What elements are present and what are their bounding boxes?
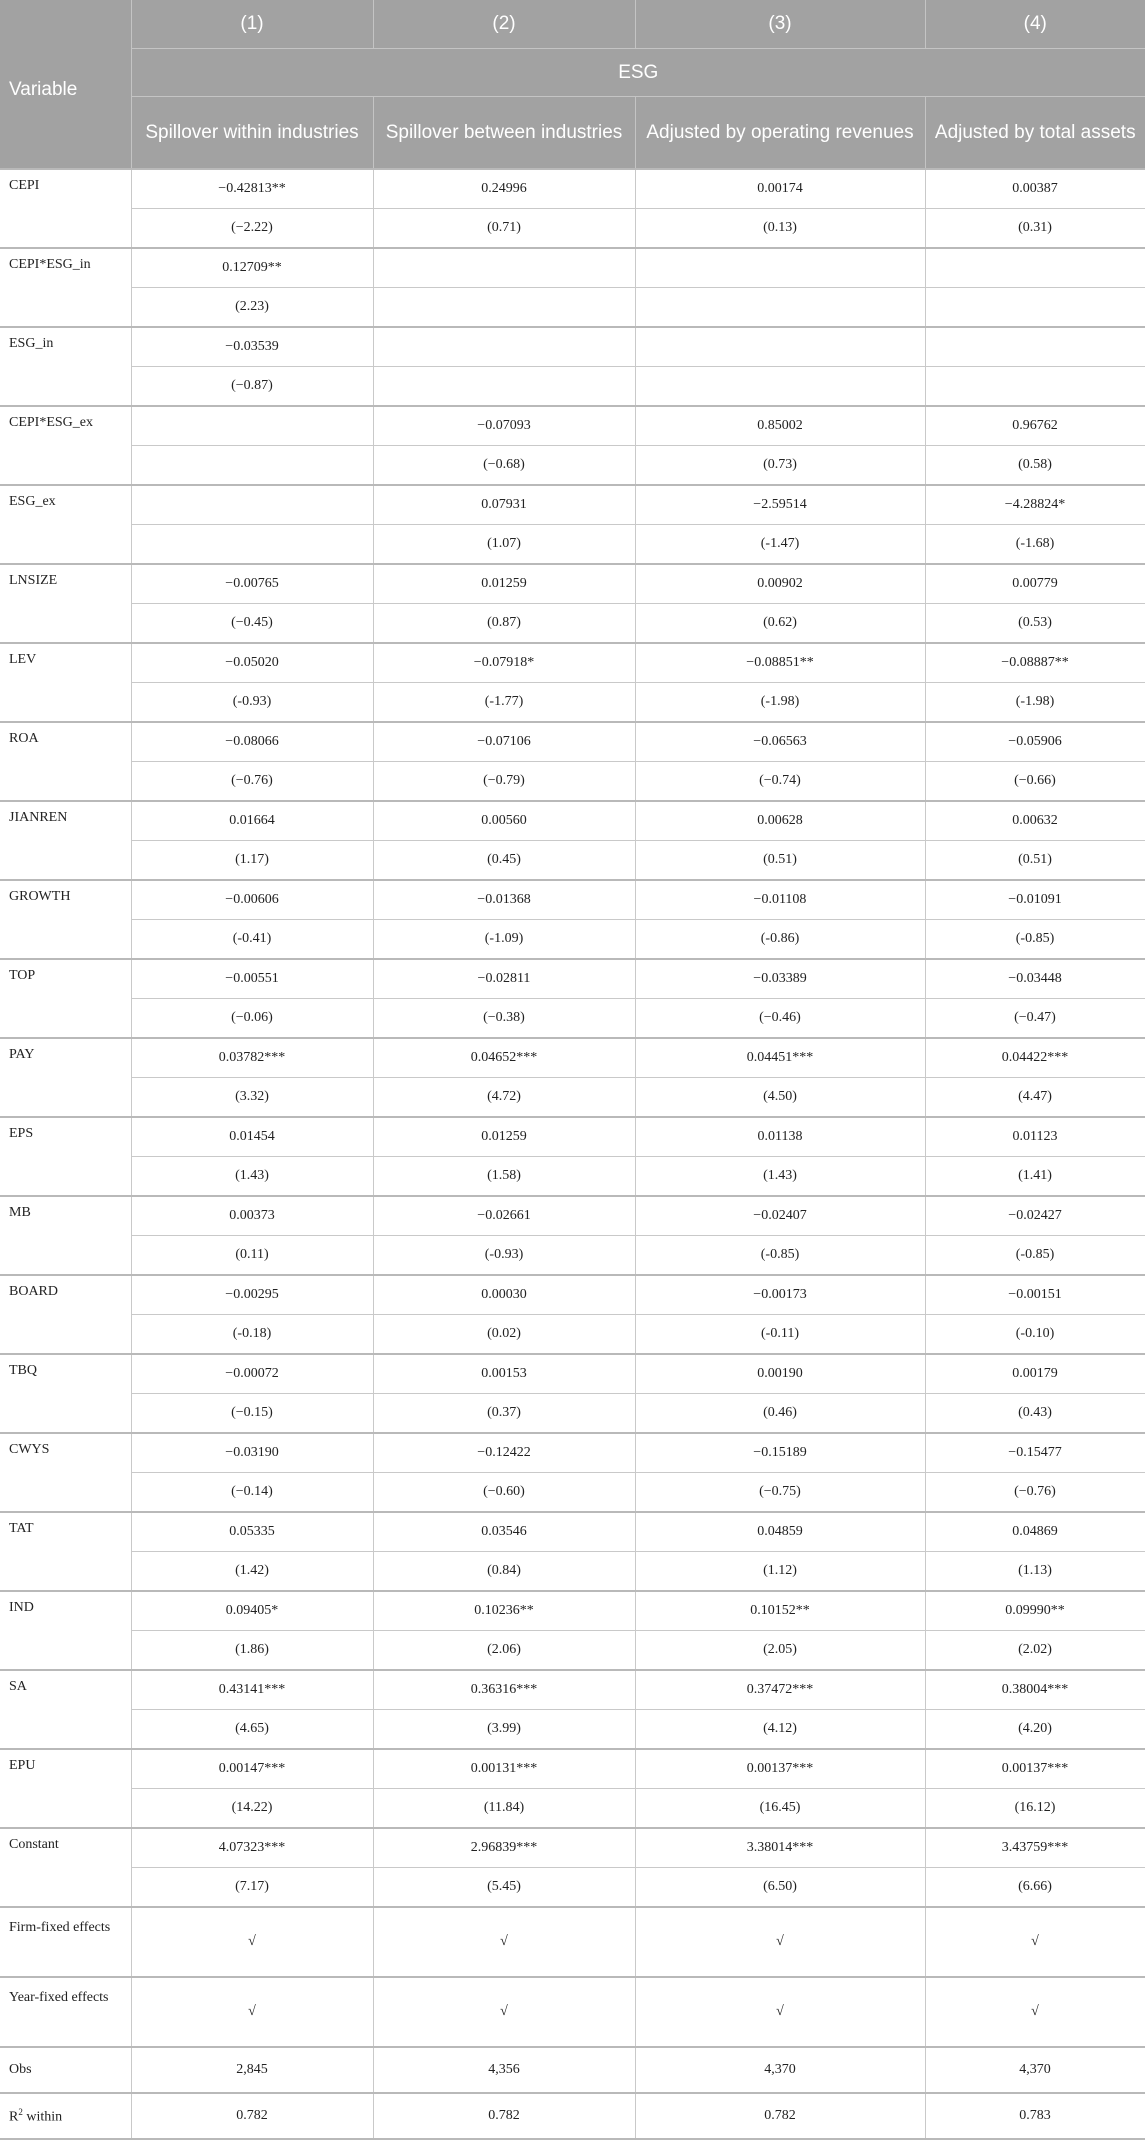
coefficient-cell: 0.00179 xyxy=(925,1354,1145,1394)
coefficient-cell: −0.00606 xyxy=(131,880,373,920)
coefficient-cell: −0.02661 xyxy=(373,1196,635,1236)
t-stat-cell: (0.87) xyxy=(373,604,635,644)
t-stat-cell: (1.17) xyxy=(131,841,373,881)
t-stat-cell: (−0.60) xyxy=(373,1473,635,1513)
variable-name: CEPI*ESG_ex xyxy=(0,406,131,485)
coefficient-cell: −0.01368 xyxy=(373,880,635,920)
variable-name: EPS xyxy=(0,1117,131,1196)
t-stat-cell: (−0.79) xyxy=(373,762,635,802)
t-stat-cell: (4.20) xyxy=(925,1710,1145,1750)
t-stat-cell xyxy=(131,446,373,486)
t-stat-cell: (-1.98) xyxy=(925,683,1145,723)
column-title-1: Spillover within industries xyxy=(131,97,373,170)
t-stat-row xyxy=(0,1473,1145,1513)
t-stat-cell: (−0.74) xyxy=(635,762,925,802)
t-stat-cell: (0.84) xyxy=(373,1552,635,1592)
t-stat-row xyxy=(0,1552,1145,1592)
t-stat-row xyxy=(0,1868,1145,1908)
coefficient-cell: 0.00632 xyxy=(925,801,1145,841)
coefficient-row xyxy=(0,959,1145,999)
t-stat-cell: (1.41) xyxy=(925,1157,1145,1197)
t-stat-cell: (-0.85) xyxy=(635,1236,925,1276)
t-stat-cell: (−0.68) xyxy=(373,446,635,486)
t-stat-cell: (-0.85) xyxy=(925,1236,1145,1276)
t-stat-cell: (−0.76) xyxy=(925,1473,1145,1513)
coefficient-cell: −0.08887** xyxy=(925,643,1145,683)
r-squared-label xyxy=(0,2093,131,2139)
t-stat-cell: (1.42) xyxy=(131,1552,373,1592)
variable-name: MB xyxy=(0,1196,131,1275)
coefficient-cell: −0.08066 xyxy=(131,722,373,762)
t-stat-row xyxy=(0,841,1145,881)
coefficient-cell: 0.07931 xyxy=(373,485,635,525)
r-squared-cell: 0.782 xyxy=(373,2093,635,2139)
coefficient-cell: 0.10236** xyxy=(373,1591,635,1631)
coefficient-cell: −0.01108 xyxy=(635,880,925,920)
t-stat-row xyxy=(0,1315,1145,1355)
column-number-4: (4) xyxy=(925,0,1145,49)
t-stat-cell: (-1.98) xyxy=(635,683,925,723)
coefficient-row xyxy=(0,643,1145,683)
footer-cell: √ xyxy=(925,1977,1145,2047)
t-stat-cell: (4.50) xyxy=(635,1078,925,1118)
coefficient-cell: −0.01091 xyxy=(925,880,1145,920)
t-stat-cell: (1.13) xyxy=(925,1552,1145,1592)
t-stat-cell: (−0.15) xyxy=(131,1394,373,1434)
coefficient-cell xyxy=(635,248,925,288)
coefficient-row xyxy=(0,564,1145,604)
coefficient-cell: 0.24996 xyxy=(373,169,635,209)
t-stat-row xyxy=(0,1078,1145,1118)
t-stat-cell: (6.66) xyxy=(925,1868,1145,1908)
coefficient-row xyxy=(0,801,1145,841)
coefficient-cell: −0.00295 xyxy=(131,1275,373,1315)
t-stat-cell: (3.99) xyxy=(373,1710,635,1750)
coefficient-cell: 0.38004*** xyxy=(925,1670,1145,1710)
coefficient-cell: −0.03190 xyxy=(131,1433,373,1473)
coefficient-cell: −0.00765 xyxy=(131,564,373,604)
footer-row xyxy=(0,1977,1145,2047)
column-title-3: Adjusted by operating revenues xyxy=(635,97,925,170)
t-stat-row xyxy=(0,683,1145,723)
coefficient-cell: 0.00190 xyxy=(635,1354,925,1394)
footer-row-label: Firm-fixed effects xyxy=(0,1907,131,1977)
coefficient-cell: 3.38014*** xyxy=(635,1828,925,1868)
t-stat-row xyxy=(0,762,1145,802)
t-stat-cell: (−0.14) xyxy=(131,1473,373,1513)
t-stat-cell: (-1.47) xyxy=(635,525,925,565)
footer-cell: 4,370 xyxy=(635,2047,925,2093)
footer-cell: 4,370 xyxy=(925,2047,1145,2093)
t-stat-row xyxy=(0,1157,1145,1197)
coefficient-cell xyxy=(373,327,635,367)
t-stat-cell xyxy=(925,367,1145,407)
coefficient-row xyxy=(0,1749,1145,1789)
footer-row xyxy=(0,1907,1145,1977)
coefficient-cell: 0.00030 xyxy=(373,1275,635,1315)
coefficient-cell: 0.00373 xyxy=(131,1196,373,1236)
r-squared-cell: 0.782 xyxy=(131,2093,373,2139)
dependent-variable-header: ESG xyxy=(131,49,1145,97)
coefficient-cell xyxy=(131,406,373,446)
t-stat-cell: (2.02) xyxy=(925,1631,1145,1671)
t-stat-cell xyxy=(635,288,925,328)
t-stat-row xyxy=(0,604,1145,644)
footer-cell: √ xyxy=(925,1907,1145,1977)
t-stat-cell: (0.46) xyxy=(635,1394,925,1434)
coefficient-row xyxy=(0,485,1145,525)
t-stat-cell: (0.62) xyxy=(635,604,925,644)
coefficient-row xyxy=(0,1354,1145,1394)
t-stat-cell: (−0.76) xyxy=(131,762,373,802)
coefficient-cell: 0.00174 xyxy=(635,169,925,209)
t-stat-row xyxy=(0,920,1145,960)
t-stat-row xyxy=(0,1710,1145,1750)
variable-name: ROA xyxy=(0,722,131,801)
t-stat-cell: (0.11) xyxy=(131,1236,373,1276)
coefficient-cell: 0.00137*** xyxy=(635,1749,925,1789)
coefficient-cell xyxy=(925,327,1145,367)
coefficient-cell: 0.12709** xyxy=(131,248,373,288)
t-stat-cell: (−0.75) xyxy=(635,1473,925,1513)
t-stat-cell: (4.12) xyxy=(635,1710,925,1750)
variable-name: LNSIZE xyxy=(0,564,131,643)
t-stat-cell: (−0.66) xyxy=(925,762,1145,802)
t-stat-cell: (1.43) xyxy=(635,1157,925,1197)
variable-name: TOP xyxy=(0,959,131,1038)
coefficient-cell: −0.07106 xyxy=(373,722,635,762)
coefficient-cell: 0.00628 xyxy=(635,801,925,841)
t-stat-cell: (0.51) xyxy=(925,841,1145,881)
coefficient-cell: 0.00387 xyxy=(925,169,1145,209)
t-stat-cell: (-0.18) xyxy=(131,1315,373,1355)
coefficient-cell: −0.15477 xyxy=(925,1433,1145,1473)
footer-cell: √ xyxy=(131,1907,373,1977)
coefficient-cell: 0.85002 xyxy=(635,406,925,446)
coefficient-cell: 0.09990** xyxy=(925,1591,1145,1631)
t-stat-cell xyxy=(373,367,635,407)
t-stat-cell: (2.23) xyxy=(131,288,373,328)
t-stat-cell: (-0.10) xyxy=(925,1315,1145,1355)
t-stat-cell: (0.37) xyxy=(373,1394,635,1434)
coefficient-cell xyxy=(373,248,635,288)
t-stat-cell xyxy=(373,288,635,328)
coefficient-cell: 0.04451*** xyxy=(635,1038,925,1078)
coefficient-cell: 0.96762 xyxy=(925,406,1145,446)
coefficient-cell: −0.07093 xyxy=(373,406,635,446)
coefficient-cell xyxy=(635,327,925,367)
t-stat-cell: (1.58) xyxy=(373,1157,635,1197)
t-stat-cell: (-0.93) xyxy=(373,1236,635,1276)
coefficient-cell: 0.01138 xyxy=(635,1117,925,1157)
variable-name: BOARD xyxy=(0,1275,131,1354)
coefficient-cell: −0.06563 xyxy=(635,722,925,762)
t-stat-cell: (1.43) xyxy=(131,1157,373,1197)
t-stat-cell: (0.73) xyxy=(635,446,925,486)
footer-row-label: Year-fixed effects xyxy=(0,1977,131,2047)
variable-name: CEPI xyxy=(0,169,131,248)
t-stat-row xyxy=(0,999,1145,1039)
column-number-1: (1) xyxy=(131,0,373,49)
t-stat-cell: (−2.22) xyxy=(131,209,373,249)
coefficient-row xyxy=(0,1591,1145,1631)
coefficient-cell: −0.02811 xyxy=(373,959,635,999)
t-stat-cell: (1.07) xyxy=(373,525,635,565)
r-squared-row xyxy=(0,2093,1145,2139)
coefficient-cell: −0.00072 xyxy=(131,1354,373,1394)
t-stat-cell: (−0.45) xyxy=(131,604,373,644)
t-stat-cell: (0.71) xyxy=(373,209,635,249)
coefficient-cell: 3.43759*** xyxy=(925,1828,1145,1868)
t-stat-cell xyxy=(925,288,1145,328)
t-stat-cell: (-1.68) xyxy=(925,525,1145,565)
column-title-4: Adjusted by total assets xyxy=(925,97,1145,170)
coefficient-row xyxy=(0,1512,1145,1552)
t-stat-cell: (2.05) xyxy=(635,1631,925,1671)
variable-name: Constant xyxy=(0,1828,131,1907)
t-stat-row xyxy=(0,1394,1145,1434)
r-squared-suffix: within xyxy=(22,2109,63,2125)
t-stat-row xyxy=(0,446,1145,486)
variable-name: CWYS xyxy=(0,1433,131,1512)
r-squared-prefix: R xyxy=(9,2109,19,2125)
footer-row xyxy=(0,2047,1145,2093)
variable-name: SA xyxy=(0,1670,131,1749)
r-squared-cell: 0.783 xyxy=(925,2093,1145,2139)
variable-name: TBQ xyxy=(0,1354,131,1433)
coefficient-cell: 0.01259 xyxy=(373,564,635,604)
coefficient-row xyxy=(0,248,1145,288)
t-stat-cell: (16.12) xyxy=(925,1789,1145,1829)
t-stat-cell: (6.50) xyxy=(635,1868,925,1908)
coefficient-row xyxy=(0,1670,1145,1710)
t-stat-cell: (0.13) xyxy=(635,209,925,249)
coefficient-cell: −0.08851** xyxy=(635,643,925,683)
t-stat-cell: (16.45) xyxy=(635,1789,925,1829)
coefficient-cell: 0.04859 xyxy=(635,1512,925,1552)
r-squared-superscript: 2 xyxy=(18,2106,23,2117)
coefficient-cell xyxy=(131,485,373,525)
variable-name: ESG_in xyxy=(0,327,131,406)
column-number-3: (3) xyxy=(635,0,925,49)
footer-cell: √ xyxy=(131,1977,373,2047)
coefficient-cell: −0.00551 xyxy=(131,959,373,999)
coefficient-row xyxy=(0,406,1145,446)
coefficient-cell: −0.02427 xyxy=(925,1196,1145,1236)
coefficient-cell xyxy=(925,248,1145,288)
t-stat-row xyxy=(0,288,1145,328)
coefficient-cell: −0.02407 xyxy=(635,1196,925,1236)
t-stat-cell xyxy=(635,367,925,407)
variable-column-header: Variable xyxy=(0,0,131,169)
variable-name: EPU xyxy=(0,1749,131,1828)
t-stat-cell: (0.45) xyxy=(373,841,635,881)
coefficient-cell: −0.03389 xyxy=(635,959,925,999)
column-title-2: Spillover between industries xyxy=(373,97,635,170)
coefficient-cell: 0.00147*** xyxy=(131,1749,373,1789)
t-stat-cell: (14.22) xyxy=(131,1789,373,1829)
coefficient-cell: 0.00902 xyxy=(635,564,925,604)
t-stat-cell: (−0.06) xyxy=(131,999,373,1039)
t-stat-cell: (4.47) xyxy=(925,1078,1145,1118)
column-number-2: (2) xyxy=(373,0,635,49)
coefficient-row xyxy=(0,1828,1145,1868)
t-stat-cell: (-1.09) xyxy=(373,920,635,960)
table-body xyxy=(0,169,1145,2139)
t-stat-row xyxy=(0,1789,1145,1829)
coefficient-row xyxy=(0,722,1145,762)
variable-name: PAY xyxy=(0,1038,131,1117)
variable-name: JIANREN xyxy=(0,801,131,880)
t-stat-cell: (-0.93) xyxy=(131,683,373,723)
coefficient-row xyxy=(0,1038,1145,1078)
table-header xyxy=(0,0,1145,169)
coefficient-cell: 0.09405* xyxy=(131,1591,373,1631)
t-stat-row xyxy=(0,209,1145,249)
t-stat-cell: (7.17) xyxy=(131,1868,373,1908)
t-stat-row xyxy=(0,1236,1145,1276)
coefficient-cell: −0.03448 xyxy=(925,959,1145,999)
coefficient-cell: 0.04652*** xyxy=(373,1038,635,1078)
coefficient-row xyxy=(0,1196,1145,1236)
t-stat-cell: (0.43) xyxy=(925,1394,1145,1434)
coefficient-cell: 0.00560 xyxy=(373,801,635,841)
t-stat-cell: (−0.87) xyxy=(131,367,373,407)
t-stat-row xyxy=(0,367,1145,407)
t-stat-cell: (4.65) xyxy=(131,1710,373,1750)
coefficient-cell: −4.28824* xyxy=(925,485,1145,525)
coefficient-cell: 0.03546 xyxy=(373,1512,635,1552)
t-stat-cell: (-0.11) xyxy=(635,1315,925,1355)
t-stat-cell: (-0.41) xyxy=(131,920,373,960)
footer-cell: √ xyxy=(635,1907,925,1977)
variable-name: ESG_ex xyxy=(0,485,131,564)
coefficient-cell: 0.36316*** xyxy=(373,1670,635,1710)
coefficient-cell: 0.05335 xyxy=(131,1512,373,1552)
coefficient-cell: 0.01664 xyxy=(131,801,373,841)
coefficient-cell: 0.01259 xyxy=(373,1117,635,1157)
t-stat-cell: (-0.85) xyxy=(925,920,1145,960)
coefficient-cell: 0.43141*** xyxy=(131,1670,373,1710)
t-stat-cell: (-0.86) xyxy=(635,920,925,960)
footer-row-label: Obs xyxy=(0,2047,131,2093)
variable-name: CEPI*ESG_in xyxy=(0,248,131,327)
footer-cell: √ xyxy=(635,1977,925,2047)
coefficient-row xyxy=(0,1275,1145,1315)
coefficient-cell: 0.37472*** xyxy=(635,1670,925,1710)
footer-cell: 4,356 xyxy=(373,2047,635,2093)
coefficient-cell: −0.00151 xyxy=(925,1275,1145,1315)
t-stat-cell: (−0.38) xyxy=(373,999,635,1039)
coefficient-cell: 0.00137*** xyxy=(925,1749,1145,1789)
t-stat-cell: (-1.77) xyxy=(373,683,635,723)
coefficient-cell: −0.05906 xyxy=(925,722,1145,762)
variable-name: TAT xyxy=(0,1512,131,1591)
variable-name: GROWTH xyxy=(0,880,131,959)
r-squared-cell: 0.782 xyxy=(635,2093,925,2139)
coefficient-cell: 0.04869 xyxy=(925,1512,1145,1552)
variable-name: LEV xyxy=(0,643,131,722)
coefficient-cell: −0.15189 xyxy=(635,1433,925,1473)
footer-cell: √ xyxy=(373,1907,635,1977)
t-stat-cell: (0.51) xyxy=(635,841,925,881)
t-stat-cell: (3.32) xyxy=(131,1078,373,1118)
t-stat-cell: (2.06) xyxy=(373,1631,635,1671)
coefficient-cell: −0.05020 xyxy=(131,643,373,683)
footer-cell: √ xyxy=(373,1977,635,2047)
coefficient-cell: −0.42813** xyxy=(131,169,373,209)
coefficient-cell: 2.96839*** xyxy=(373,1828,635,1868)
t-stat-cell: (1.86) xyxy=(131,1631,373,1671)
t-stat-cell: (0.58) xyxy=(925,446,1145,486)
t-stat-cell: (5.45) xyxy=(373,1868,635,1908)
t-stat-cell: (−0.47) xyxy=(925,999,1145,1039)
coefficient-cell: −0.07918* xyxy=(373,643,635,683)
coefficient-row xyxy=(0,1117,1145,1157)
t-stat-cell: (0.53) xyxy=(925,604,1145,644)
t-stat-cell: (11.84) xyxy=(373,1789,635,1829)
t-stat-cell: (0.02) xyxy=(373,1315,635,1355)
coefficient-row xyxy=(0,169,1145,209)
coefficient-cell: 0.04422*** xyxy=(925,1038,1145,1078)
variable-name: IND xyxy=(0,1591,131,1670)
coefficient-cell: 0.01454 xyxy=(131,1117,373,1157)
coefficient-cell: 0.10152** xyxy=(635,1591,925,1631)
coefficient-row xyxy=(0,1433,1145,1473)
coefficient-cell: −2.59514 xyxy=(635,485,925,525)
t-stat-row xyxy=(0,1631,1145,1671)
coefficient-cell: 0.01123 xyxy=(925,1117,1145,1157)
coefficient-cell: 0.00131*** xyxy=(373,1749,635,1789)
coefficient-cell: 0.03782*** xyxy=(131,1038,373,1078)
t-stat-cell: (0.31) xyxy=(925,209,1145,249)
t-stat-cell: (4.72) xyxy=(373,1078,635,1118)
coefficient-row xyxy=(0,327,1145,367)
footer-cell: 2,845 xyxy=(131,2047,373,2093)
t-stat-row xyxy=(0,525,1145,565)
t-stat-cell: (1.12) xyxy=(635,1552,925,1592)
coefficient-cell: 4.07323*** xyxy=(131,1828,373,1868)
coefficient-cell: −0.03539 xyxy=(131,327,373,367)
coefficient-cell: −0.12422 xyxy=(373,1433,635,1473)
coefficient-cell: 0.00153 xyxy=(373,1354,635,1394)
coefficient-cell: −0.00173 xyxy=(635,1275,925,1315)
coefficient-cell: 0.00779 xyxy=(925,564,1145,604)
coefficient-row xyxy=(0,880,1145,920)
t-stat-cell xyxy=(131,525,373,565)
t-stat-cell: (−0.46) xyxy=(635,999,925,1039)
